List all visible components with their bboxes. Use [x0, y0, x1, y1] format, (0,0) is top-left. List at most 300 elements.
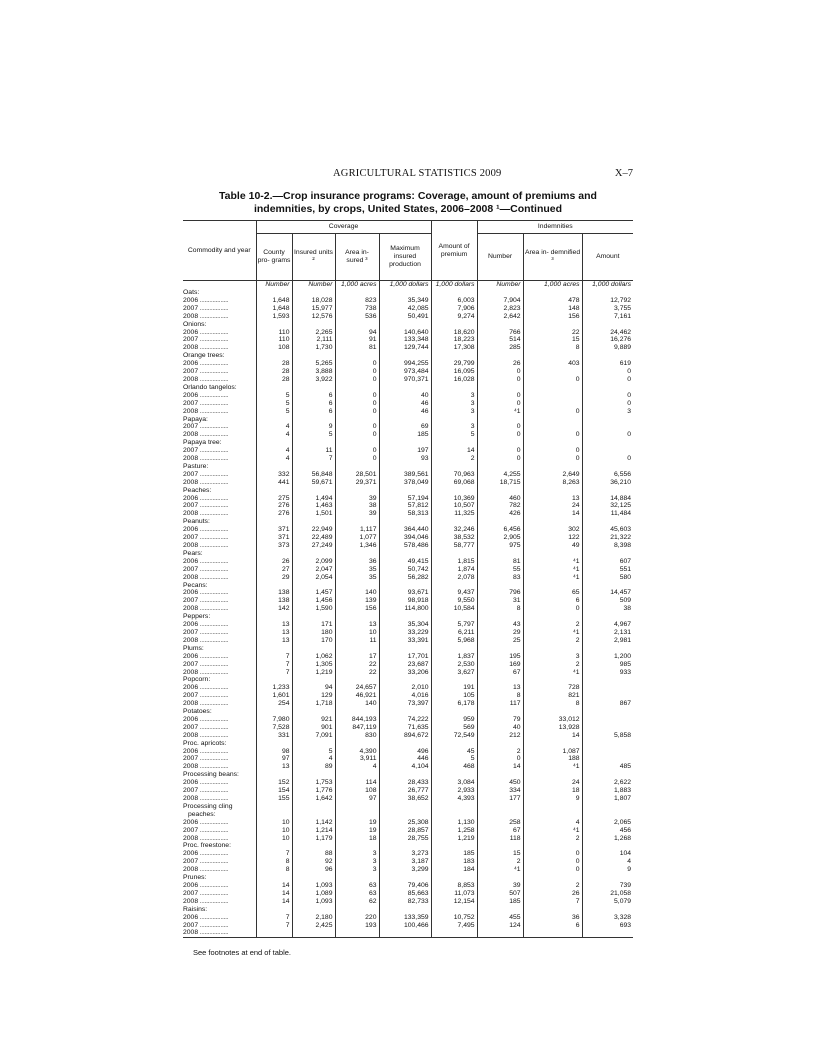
number-cell: 2,905 [477, 534, 523, 542]
dot-leader: .................. [198, 881, 229, 889]
area-insured-cell: 4,390 [335, 748, 379, 756]
number-cell: 118 [477, 835, 523, 843]
year-cell [183, 510, 256, 518]
year-label: 2007 [183, 692, 199, 700]
amount-cell: 104 [582, 850, 633, 858]
amount-cell: 2,622 [582, 779, 633, 787]
empty-cell [582, 352, 633, 360]
empty-cell [256, 550, 292, 558]
empty-cell [477, 518, 523, 526]
dot-leader: .................. [198, 447, 229, 455]
empty-cell [523, 487, 582, 495]
area-insured-cell: 0 [335, 392, 379, 400]
number-cell: 796 [477, 589, 523, 597]
premium-cell: 191 [431, 684, 477, 692]
table-title-line-1: Table 10-2.—Crop insurance programs: Coverage, amount of premiums and [219, 190, 597, 202]
area-insured-cell: 22 [335, 661, 379, 669]
premium-cell: 1,258 [431, 827, 477, 835]
year-label: 2008 [183, 795, 199, 802]
area-indemnified-cell: 24 [523, 502, 582, 510]
empty-cell [335, 439, 379, 447]
table-row [183, 534, 633, 542]
max-insured-cell: 57,812 [379, 502, 431, 510]
area-indemnified-cell: 14 [523, 732, 582, 740]
premium-cell: 18,223 [431, 336, 477, 344]
commodity-row [183, 874, 633, 882]
max-insured-cell: 378,049 [379, 479, 431, 487]
max-insured-cell: 50,742 [379, 566, 431, 574]
empty-cell [523, 740, 582, 748]
empty-cell [379, 842, 431, 850]
empty-cell [523, 416, 582, 424]
number-cell: 0 [477, 392, 523, 400]
area-insured-cell: 17 [335, 653, 379, 661]
table-row [183, 336, 633, 344]
premium-cell: 6,178 [431, 700, 477, 708]
max-insured-cell: 894,672 [379, 732, 431, 740]
area-indemnified-cell: ⁴1 [523, 566, 582, 574]
commodity-name: Peaches: [183, 486, 212, 494]
premium-cell: 105 [431, 692, 477, 700]
area-insured-cell: 0 [335, 447, 379, 455]
year-label: 2007 [183, 470, 199, 478]
year-label: 2008 [183, 605, 199, 613]
empty-cell [477, 550, 523, 558]
empty-cell [431, 740, 477, 748]
empty-cell [292, 771, 335, 779]
max-insured-cell: 4,104 [379, 763, 431, 771]
empty-cell [256, 487, 292, 495]
premium-cell: 45 [431, 748, 477, 756]
empty-cell [256, 582, 292, 590]
premium-cell: 11,073 [431, 890, 477, 898]
table-row [183, 914, 633, 922]
year-cell [183, 684, 256, 692]
max-insured-cell: 4,016 [379, 692, 431, 700]
year-label: 2007 [183, 304, 199, 312]
amount-cell [582, 423, 633, 431]
number-cell: 83 [477, 574, 523, 582]
year-cell [183, 526, 256, 534]
premium-cell: 4,393 [431, 795, 477, 803]
number-cell: ⁴1 [477, 408, 523, 416]
table-row [183, 502, 633, 510]
empty-cell [582, 289, 633, 297]
amount-cell: 1,883 [582, 787, 633, 795]
empty-cell [379, 740, 431, 748]
county-programs-cell: 371 [256, 526, 292, 534]
number-cell: 8 [477, 605, 523, 613]
year-label: 2008 [183, 407, 199, 415]
number-cell: 31 [477, 597, 523, 605]
dot-leader: .................. [198, 897, 229, 905]
area-indemnified-cell: 9 [523, 795, 582, 803]
table-body [183, 281, 633, 938]
number-cell: 13 [477, 684, 523, 692]
commodity-row [183, 384, 633, 392]
insured-units-cell: 171 [292, 621, 335, 629]
county-programs-cell: 4 [256, 447, 292, 455]
number-cell: 6,456 [477, 526, 523, 534]
county-programs-cell: 110 [256, 329, 292, 337]
insured-units-cell: 22,949 [292, 526, 335, 534]
number-cell: 285 [477, 344, 523, 352]
county-programs-cell: 13 [256, 621, 292, 629]
amount-cell: 12,792 [582, 297, 633, 305]
table-row [183, 400, 633, 408]
year-cell [183, 661, 256, 669]
max-insured-cell: 93 [379, 455, 431, 463]
area-insured-cell: 81 [335, 344, 379, 352]
dot-leader: .................. [198, 866, 229, 874]
empty-cell [431, 550, 477, 558]
col-header-area-indemnified: Area in- demnified ³ [523, 234, 582, 281]
table-row [183, 724, 633, 732]
max-insured-cell: 50,491 [379, 313, 431, 321]
commodity-row [183, 740, 633, 748]
year-cell [183, 890, 256, 898]
year-label: 2006 [183, 818, 199, 826]
amount-cell: 16,276 [582, 336, 633, 344]
col-header-max-insured: Maximum insured production [379, 234, 431, 281]
number-cell: 8 [477, 692, 523, 700]
year-cell [183, 336, 256, 344]
dot-leader: .................. [198, 328, 229, 336]
empty-cell [335, 321, 379, 329]
year-label: 2006 [183, 684, 199, 692]
dot-leader: .................. [198, 636, 229, 644]
empty-cell [335, 289, 379, 297]
insured-units-cell: 2,265 [292, 329, 335, 337]
amount-cell: 2,131 [582, 629, 633, 637]
empty-cell [379, 487, 431, 495]
empty-cell [379, 811, 431, 819]
premium-cell: 5 [431, 755, 477, 763]
table-row [183, 542, 633, 550]
number-cell: 450 [477, 779, 523, 787]
commodity-row [183, 518, 633, 526]
dot-leader: .................. [198, 605, 229, 613]
empty-cell [431, 613, 477, 621]
year-label: 2008 [183, 344, 199, 352]
empty-cell [477, 676, 523, 684]
table-row [183, 629, 633, 637]
dot-leader: .................. [198, 375, 229, 383]
col-header-area-insured: Area in- sured ³ [335, 234, 379, 281]
insured-units-cell: 94 [292, 684, 335, 692]
area-indemnified-cell: 6 [523, 597, 582, 605]
county-programs-cell: 29 [256, 574, 292, 582]
area-indemnified-cell: 13 [523, 495, 582, 503]
commodity-name: Raisins: [183, 905, 208, 913]
insured-units-cell: 6 [292, 392, 335, 400]
number-cell: 0 [477, 368, 523, 376]
empty-cell [477, 439, 523, 447]
empty-cell [582, 321, 633, 329]
dot-leader: .................. [198, 534, 229, 542]
year-cell [183, 408, 256, 416]
empty-cell [431, 321, 477, 329]
commodity-row [183, 352, 633, 360]
empty-cell [292, 384, 335, 392]
empty-cell [292, 550, 335, 558]
area-indemnified-cell: 188 [523, 755, 582, 763]
insured-units-cell [292, 929, 335, 937]
amount-cell: 2,981 [582, 637, 633, 645]
insured-units-cell: 89 [292, 763, 335, 771]
table-row [183, 684, 633, 692]
area-indemnified-cell: 728 [523, 684, 582, 692]
insured-units-cell: 2,054 [292, 574, 335, 582]
max-insured-cell: 28,755 [379, 835, 431, 843]
insured-units-cell: 1,463 [292, 502, 335, 510]
empty-cell [379, 321, 431, 329]
commodity-name: Papaya: [183, 415, 208, 423]
number-cell: 14 [477, 763, 523, 771]
premium-cell: 7,495 [431, 922, 477, 930]
dot-leader: .................. [198, 652, 229, 660]
year-label: 2006 [183, 779, 199, 787]
premium-cell: 12,154 [431, 898, 477, 906]
amount-cell: 14,457 [582, 589, 633, 597]
commodity-row [183, 645, 633, 653]
dot-leader: .................. [198, 628, 229, 636]
max-insured-cell: 69 [379, 423, 431, 431]
empty-cell [582, 771, 633, 779]
table-row [183, 305, 633, 313]
county-programs-cell: 13 [256, 629, 292, 637]
empty-cell [256, 906, 292, 914]
empty-cell [477, 645, 523, 653]
county-programs-cell: 138 [256, 589, 292, 597]
county-programs-cell: 275 [256, 495, 292, 503]
max-insured-cell: 33,206 [379, 669, 431, 677]
table-row [183, 368, 633, 376]
empty-cell [292, 740, 335, 748]
insured-units-cell: 1,456 [292, 597, 335, 605]
year-cell [183, 692, 256, 700]
empty-cell [256, 740, 292, 748]
year-cell [183, 455, 256, 463]
county-programs-cell: 5 [256, 400, 292, 408]
year-label: 2006 [183, 621, 199, 629]
table-row [183, 890, 633, 898]
number-cell: 29 [477, 629, 523, 637]
number-cell: 0 [477, 431, 523, 439]
table-row [183, 748, 633, 756]
insured-units-cell: 4 [292, 755, 335, 763]
year-cell [183, 929, 256, 937]
year-label: 2007 [183, 534, 199, 542]
max-insured-cell: 389,561 [379, 471, 431, 479]
empty-cell [477, 289, 523, 297]
insured-units-cell: 1,214 [292, 827, 335, 835]
premium-cell: 3 [431, 392, 477, 400]
number-cell: 2 [477, 748, 523, 756]
area-indemnified-cell: ⁴1 [523, 669, 582, 677]
table-row [183, 922, 633, 930]
year-cell [183, 732, 256, 740]
area-indemnified-cell: 15 [523, 336, 582, 344]
premium-cell: 185 [431, 850, 477, 858]
county-programs-cell: 7 [256, 669, 292, 677]
county-programs-cell: 7,980 [256, 716, 292, 724]
max-insured-cell: 23,687 [379, 661, 431, 669]
dot-leader: .................. [198, 668, 229, 676]
number-cell: ⁴1 [477, 866, 523, 874]
year-cell [183, 835, 256, 843]
area-insured-cell: 63 [335, 890, 379, 898]
premium-cell: 16,095 [431, 368, 477, 376]
table-row [183, 360, 633, 368]
year-label: 2007 [183, 826, 199, 834]
empty-cell [335, 487, 379, 495]
empty-cell [292, 842, 335, 850]
number-cell: 460 [477, 495, 523, 503]
county-programs-cell: 13 [256, 637, 292, 645]
insured-units-cell: 1,093 [292, 898, 335, 906]
commodity-name: Pecans: [183, 581, 208, 589]
area-indemnified-cell: 65 [523, 589, 582, 597]
premium-cell: 10,507 [431, 502, 477, 510]
commodity-name: Proc. freestone: [183, 842, 231, 850]
year-label: 2007 [183, 368, 199, 376]
table-row [183, 700, 633, 708]
dot-leader: .................. [198, 573, 229, 581]
amount-cell: 485 [582, 763, 633, 771]
max-insured-cell [379, 929, 431, 937]
insured-units-cell: 921 [292, 716, 335, 724]
insured-units-cell: 56,848 [292, 471, 335, 479]
year-cell [183, 447, 256, 455]
amount-cell [582, 724, 633, 732]
commodity-name: Pears: [183, 549, 203, 557]
table-row [183, 344, 633, 352]
county-programs-cell: 5 [256, 408, 292, 416]
empty-cell [431, 439, 477, 447]
empty-cell [477, 463, 523, 471]
max-insured-cell: 46 [379, 400, 431, 408]
empty-cell [292, 321, 335, 329]
county-programs-cell: 1,648 [256, 297, 292, 305]
amount-cell: 0 [582, 400, 633, 408]
year-cell [183, 795, 256, 803]
unit-label: 1,000 dollars [379, 281, 431, 290]
amount-cell: 0 [582, 368, 633, 376]
year-cell [183, 629, 256, 637]
empty-cell [292, 289, 335, 297]
max-insured-cell: 394,046 [379, 534, 431, 542]
county-programs-cell: 276 [256, 502, 292, 510]
premium-cell: 569 [431, 724, 477, 732]
dot-leader: .................. [198, 723, 229, 731]
area-insured-cell: 0 [335, 423, 379, 431]
county-programs-cell: 4 [256, 423, 292, 431]
units-row [183, 281, 633, 290]
area-indemnified-cell: 2 [523, 621, 582, 629]
empty-cell [523, 708, 582, 716]
county-programs-cell: 26 [256, 558, 292, 566]
max-insured-cell: 56,282 [379, 574, 431, 582]
table-title [183, 190, 633, 216]
area-insured-cell: 140 [335, 589, 379, 597]
amount-cell: 11,484 [582, 510, 633, 518]
table-row [183, 763, 633, 771]
empty-cell [431, 487, 477, 495]
commodity-name-continued: peaches: [188, 810, 216, 818]
area-indemnified-cell: 2 [523, 882, 582, 890]
insured-units-cell: 129 [292, 692, 335, 700]
table-row [183, 495, 633, 503]
dot-leader: .................. [198, 542, 229, 549]
county-programs-cell: 1,593 [256, 313, 292, 321]
empty-cell [256, 518, 292, 526]
amount-cell: 551 [582, 566, 633, 574]
premium-cell: 10,369 [431, 495, 477, 503]
table-row [183, 297, 633, 305]
commodity-row [183, 463, 633, 471]
empty-cell [292, 463, 335, 471]
empty-cell [256, 384, 292, 392]
area-indemnified-cell: 8 [523, 700, 582, 708]
year-cell [183, 400, 256, 408]
insured-units-cell: 1,494 [292, 495, 335, 503]
commodity-name: Processing cling [183, 802, 233, 810]
commodity-row [183, 906, 633, 914]
number-cell: 975 [477, 542, 523, 550]
empty-cell [335, 613, 379, 621]
area-insured-cell: 220 [335, 914, 379, 922]
dot-leader: .................. [198, 391, 229, 399]
amount-cell: 24,462 [582, 329, 633, 337]
amount-cell: 1,268 [582, 835, 633, 843]
year-label: 2008 [183, 866, 199, 874]
table-row [183, 866, 633, 874]
dot-leader: .................. [198, 913, 229, 921]
table-row [183, 558, 633, 566]
year-label: 2008 [183, 455, 199, 463]
page-header [183, 168, 633, 182]
max-insured-cell: 973,484 [379, 368, 431, 376]
area-insured-cell: 4 [335, 763, 379, 771]
commodity-row [183, 803, 633, 811]
max-insured-cell: 3,273 [379, 850, 431, 858]
commodity-name: Pasture: [183, 462, 209, 470]
commodity-row [183, 708, 633, 716]
insured-units-cell: 2,180 [292, 914, 335, 922]
area-indemnified-cell: 821 [523, 692, 582, 700]
empty-cell [335, 645, 379, 653]
max-insured-cell: 38,652 [379, 795, 431, 803]
empty-cell [292, 803, 335, 811]
empty-cell [431, 518, 477, 526]
area-insured-cell: 139 [335, 597, 379, 605]
empty-cell [379, 874, 431, 882]
insured-units-cell: 1,142 [292, 819, 335, 827]
max-insured-cell: 28,433 [379, 779, 431, 787]
commodity-row [183, 439, 633, 447]
year-label: 2008 [183, 834, 199, 842]
table-row [183, 898, 633, 906]
max-insured-cell: 26,777 [379, 787, 431, 795]
number-cell: 2,642 [477, 313, 523, 321]
year-label: 2008 [183, 478, 199, 486]
premium-cell: 32,246 [431, 526, 477, 534]
insured-units-cell: 2,047 [292, 566, 335, 574]
empty-cell [523, 384, 582, 392]
max-insured-cell: 49,415 [379, 558, 431, 566]
empty-cell [256, 803, 292, 811]
